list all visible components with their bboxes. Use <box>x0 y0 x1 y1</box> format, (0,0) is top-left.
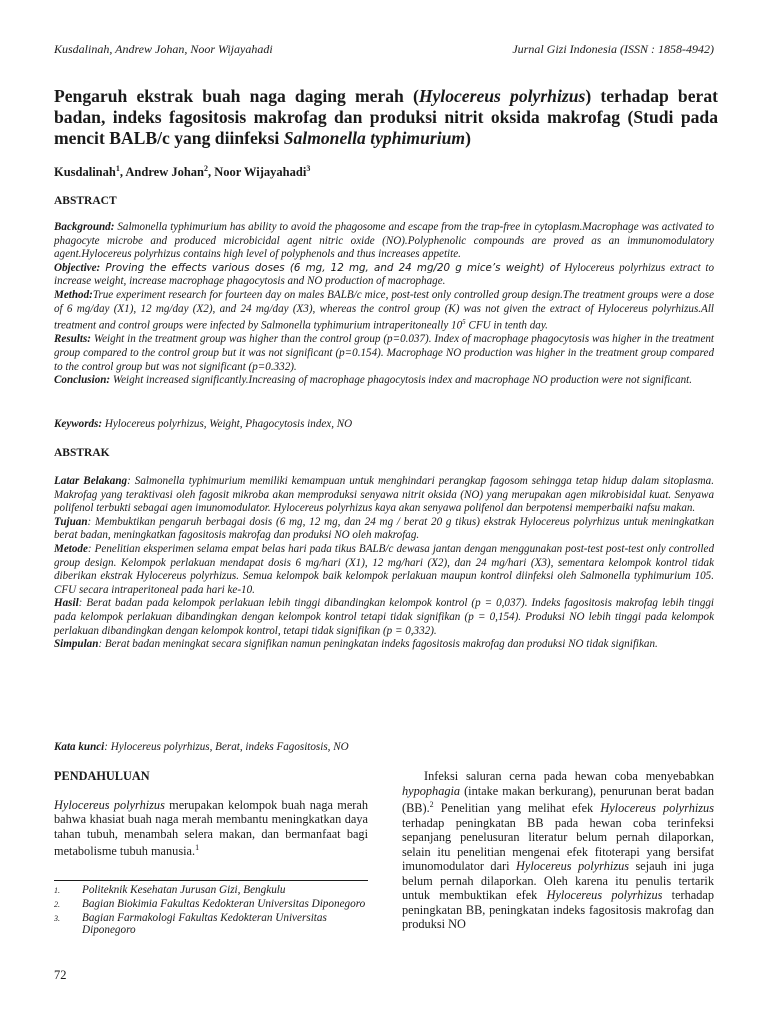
header-journal: Jurnal Gizi Indonesia (ISSN : 1858-4942) <box>512 42 714 56</box>
abstrak-simpulan: Simpulan: Berat badan meningkat secara signifikan namun peningkatan indeks fagositosis makrofag dan produksi NO tidak signifikan. <box>54 638 658 651</box>
running-header <box>54 42 714 57</box>
intro-heading: PENDAHULUAN <box>54 769 150 783</box>
page-number: 72 <box>54 968 67 982</box>
abstrak-keywords: Kata kunci: Hylocereus polyrhizus, Berat, indeks Fagositosis, NO <box>54 741 349 753</box>
abstrak-heading: ABSTRAK <box>54 447 110 459</box>
footnote: 1. Politeknik Kesehatan Jurusan Gizi, Bengkulu <box>54 884 286 896</box>
abstrak-hasil: Hasil: Berat badan pada kelompok perlakuan lebih tinggi dibandingkan kelompok kontrol (p = 0,037). Indeks fagositosis makrofag lebih tinggi pada kelompok perlakuan dibandingkan dengan kelompok kontrol tetapi tidak signifikan (p = 0,154). Produksi NO lebih tinggi pada kelompok perlakuan dibandingkan dengan kelompok kontrol, tetapi tidak signifikan (p = 0,332). <box>54 597 714 637</box>
abstrak-tujuan: Tujuan: Membuktikan pengaruh berbagai dosis (6 mg, 12 mg, dan 24 mg / berat 20 g tikus) ekstrak Hylocereus polyrhizus untuk meningkatkan berat badan, meningkatkan fagositosis makrofag dan produksi NO oleh makrofag. <box>54 515 714 542</box>
article-title: Pengaruh ekstrak buah naga daging merah (Hylocereus polyrhizus) terhadap berat badan, indeks fagositosis makrofag dan produksi nitrit oksida makrofag (Studi pada mencit BALB/c yang diinfeksi Salmonella typhimurium) <box>54 86 718 148</box>
abstrak-metode: Metode: Penelitian eksperimen selama empat belas hari pada tikus BALB/c dewasa jantan dengan menggunakan post-test post-test only controlled group design. Kelompok perlakuan mendapat dosis 6 mg/hari (X1), 12 mg/hari (X2), dan 24 mg/hari (X3), sementara kelompok kontrol tidak diberikan ekstrak Hylocereus polyrhizus. Semua kelompok baik kelompok perlakuan maupun kontrol diinfeksi oleh Salmonella typhimurium 105. CFU secara intraperitoneal pada hari ke-10. <box>54 542 714 596</box>
abstract-background: Background: Salmonella typhimurium has ability to avoid the phagosome and escape from the trap-free in cytoplasm.Macrophage was activated to phagocyte microbe and produced microbicidal agent nitric oxide (NO).Polyphenolic compounds are proved as an immunomodulatory agent.Hylocereus polyrhizus contains high level of polyphenols and thus increases appetite. <box>54 221 714 261</box>
intro-left-column <box>54 769 368 859</box>
intro-right-paragraph: Infeksi saluran cerna pada hewan coba menyebabkan hypophagia (intake makan berkurang), penurunan berat badan (BB).$^2$ Penelitian yang melihat efek Hylocereus polyrhizus terhadap peningkatan BB pada hewan coba terinfeksi sepanjang penelusuran literatur belum pernah dilaporkan, selain itu penelitian mengenai efek fitoterapi yang bersifat imunomodulator dari Hylocereus polyrhizus sejauh ini juga belum pernah dilaporkan. Oleh karena itu penulis tertarik untuk membuktikan efek Hylocereus polyrhizus terhadap peningkatan BB, peningkatan indeks fagositosis makrofag dan produksi NO <box>402 769 714 932</box>
abstract-keywords: Keywords: Hylocereus polyrhizus, Weight, Phagocytosis index, NO <box>54 418 353 430</box>
abstrak-latar: Latar Belakang: Salmonella typhimurium memiliki kemampuan untuk menghindari perangkap fagosom sehingga tetap hidup dalam sitoplasma. Makrofag yang teraktivasi oleh fagosit mikroba akan memproduksi senyawa nitrit oksida (NO) yang merupakan agen mikrobisidal kuat. Senyawa polifenol terbukti sebagai agen imunomodulator. Hylocereus polyrhizus kaya akan senyawa polifenol dan berpotensi memperbaiki nafsu makan. <box>54 475 714 515</box>
abstrak-body <box>54 475 714 652</box>
footnote-divider <box>54 880 368 881</box>
abstract-conclusion: Conclusion: Weight increased significantly.Increasing of macrophage phagocytosis index and macrophage NO production were not significant. <box>54 374 693 387</box>
footnotes <box>54 884 368 937</box>
intro-right-column <box>402 769 714 932</box>
intro-left-paragraph: Hylocereus polyrhizus merupakan kelompok buah naga merah bahwa khasiat buah naga merah membantu meningkatkan daya tahan tubuh, menambah selera makan, dan bermanfaat bagi metabolisme tubuh manusia.$^1$ <box>54 797 368 859</box>
abstract-heading: ABSTRACT <box>54 195 117 207</box>
footnote: 3. Bagian Farmakologi Fakultas Kedokteran Universitas Diponegoro <box>54 911 327 937</box>
footnote: 2. Bagian Biokimia Fakultas Kedokteran Universitas Diponegoro <box>54 897 366 910</box>
abstract-results: Results: Weight in the treatment group was higher than the control group (p=0.037). Index of macrophage phagocytosis was higher in the treatment group compared to the control group but it was not significant (p=0.154). Macrophage NO production was higher in the treatment group compared to the control group but was not significant (p=0.332). <box>54 333 714 373</box>
abstract-method: Method:True experiment research for fourteen day on males BALB/c mice, post-test only controlled group design.The treatment groups were a dose of 6 mg/day (X1), 12 mg/day (X2), and 24 mg/day (X3), whereas the control group (K) was not given the extract of Hylocereus polyrhizus.All treatment and control groups were infected by Salmonella typhimurium intraperitoneally $10^5$ CFU in tenth day. <box>54 288 714 332</box>
abstract-objective: Objective: Proving the effects various doses (6 mg, 12 mg, and 24 mg/20 g mice’s weight) of Hylocereus polyrhizus extract to increase weight, increase macrophage phagocytosis and NO production of macrophage. <box>54 261 714 288</box>
abstract-body <box>54 221 714 388</box>
header-authors: Kusdalinah, Andrew Johan, Noor Wijayahadi <box>54 42 273 56</box>
author-list: Kusdalinah$^1$, Andrew Johan$^2$, Noor Wijayahadi$^3$ <box>54 164 311 180</box>
